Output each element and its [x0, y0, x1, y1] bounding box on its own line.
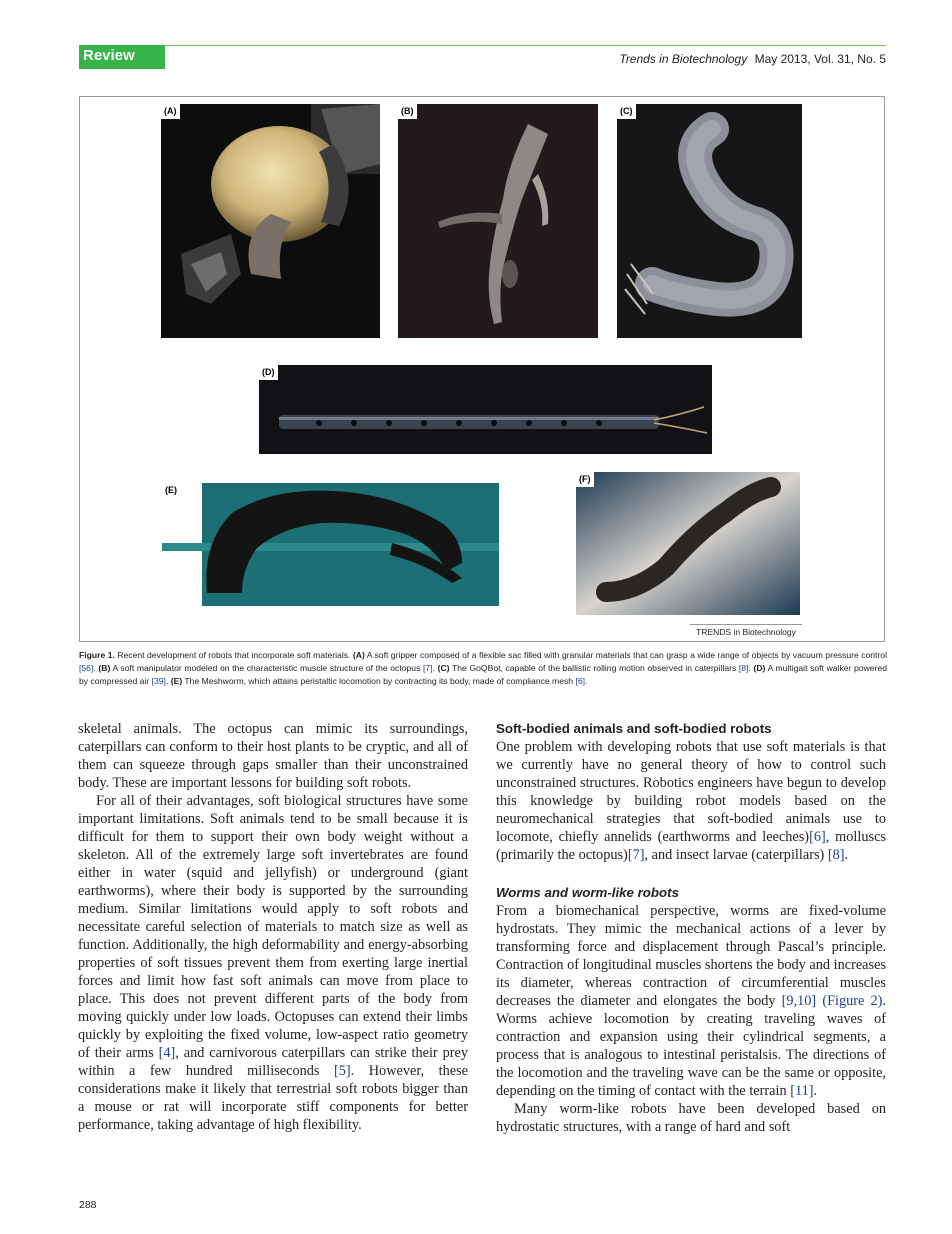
- text-run: From a biomechanical perspective, worms are fixed-volume hydrostats. They mimic the mechanical actions of a lever by transforming force and displacement through Pascal’s principle. Contraction of longitudinal muscles shortens the body and increases its diameter, whereas contraction of circumferential muscles decreases the diameter and elongates the body: [496, 903, 886, 1009]
- paragraph: skeletal animals. The octopus can mimic its surroundings, caterpillars can conform to their host plants to be cryptic, and all of them can squeeze through gaps smaller than their unconstrained body. These are important lessons for building soft robots.: [78, 721, 468, 791]
- running-head: [619, 52, 886, 66]
- subsection-heading: Worms and worm-like robots: [496, 885, 679, 900]
- caption-cite[interactable]: [56]: [79, 663, 94, 674]
- panel-label-f: (F): [576, 472, 594, 487]
- caption-c-text: The GoQBot, capable of the ballistic rolling motion observed in caterpillars: [449, 663, 739, 674]
- figure-panel-f: [576, 472, 800, 615]
- caption-a-label: (A): [352, 650, 365, 660]
- paragraph: [496, 902, 886, 1100]
- text-run: , and insect larvae (caterpillars): [644, 847, 828, 863]
- citation-link[interactable]: [4]: [158, 1045, 176, 1061]
- citation-link[interactable]: [6]: [809, 829, 826, 845]
- caption-d-text: A multigait soft walker powered by compressed air: [79, 663, 888, 687]
- paragraph: [78, 792, 468, 1134]
- panel-f-image: [576, 472, 800, 615]
- text-run: , molluscs (primarily the octopus): [496, 829, 886, 863]
- paragraph: [496, 738, 886, 864]
- page-number: 288: [79, 1199, 97, 1211]
- header-rule: [79, 45, 886, 46]
- caption-lead: Figure 1.: [79, 650, 115, 660]
- caption-cite[interactable]: [8]: [738, 663, 749, 674]
- panel-c-image: [617, 104, 802, 338]
- panel-label-a: (A): [161, 104, 180, 119]
- panel-label-b: (B): [398, 104, 417, 119]
- left-column: [78, 720, 468, 1134]
- journal-name: Trends in Biotechnology: [619, 52, 748, 66]
- text-run: .: [813, 1083, 818, 1099]
- panel-a-image: [161, 104, 380, 338]
- panel-label-e: (E): [162, 483, 180, 498]
- figure-panel-c: [617, 104, 802, 338]
- citation-link[interactable]: [9,10]: [781, 993, 817, 1009]
- section-tab: Review: [79, 45, 165, 69]
- text-run: For all of their advantages, soft biological structures have some important limitations. Soft animals tend to be small because it is difficult for them to support their own body weight without a skeleton. All of the extremely large soft invertebrates are found either in water (squid and jellyfish) or underground (giant earthworms), where their body is supported by the surrounding medium. Similar limitations would apply to soft robots and necessitate careful selection of materials to match size as well as function. Additionally, the high deformability and energy-absorbing properties of soft tissues prevent them from exerting large inertial forces and limit how fast soft animals can move from place to place. This does not prevent different parts of the body from moving quickly under low loads. Octopuses can extend their limbs quickly by exploiting the fixed volume, low-aspect ratio geometry of their arms: [78, 793, 468, 1061]
- panel-label-d: (D): [259, 365, 278, 380]
- text-run: One problem with developing robots that use soft materials is that we currently have no general theory of how to control such unconstrained structures. Robotics engineers have begun to develop this knowledge by building robot models based on the neuromechanical strategies that soft-bodied animals use to locomote, chiefly annelids (earthworms and leeches): [496, 739, 886, 845]
- figure-caption: Figure 1. Recent development of robots that incorporate soft materials. (A) A soft gripper composed of a flexible sac filled with granular materials that can grasp a wide range of objects by vacuum pressure control [56]. (B) A soft manipulator modeled on the characteristic muscle structure of the octopus [7]. (C) The GoQBot, capable of the ballistic rolling motion observed in caterpillars [8]. (D) A multigait soft walker powered by compressed air [39]. (E) The Meshworm, which attains peristaltic locomotion by contracting its body, made of compliance mesh [6].: [79, 650, 888, 687]
- text-run: , and carnivorous caterpillars can strike their prey within a few hundred milliseconds: [78, 1045, 468, 1079]
- citation-link[interactable]: [5]: [333, 1063, 351, 1079]
- caption-intro: Recent development of robots that incorporate soft materials.: [114, 650, 353, 660]
- figure-panel-d: [259, 365, 712, 454]
- text-run: . However, these considerations make it likely that terrestrial soft robots bigger than a mouse or rat will incorporate stiff components for better performance, taking advantage of high flexibility.: [78, 1063, 469, 1133]
- issue-info: May 2013, Vol. 31, No. 5: [754, 52, 886, 66]
- text-run: . Worms achieve locomotion by creating traveling waves of contraction and expansion using their cylindrical segments, a process that is analogous to intestinal peristalsis. The directions of the locomotion and the traveling wave can be the same or opposite, depending on the timing of contact with the terrain: [496, 993, 886, 1099]
- panel-e-image: [162, 483, 499, 606]
- caption-cite[interactable]: [6]: [575, 676, 586, 687]
- caption-e-label: (E): [170, 676, 183, 687]
- section-heading: Soft-bodied animals and soft-bodied robots: [496, 721, 772, 736]
- figure-panel-a: [161, 104, 380, 338]
- figure-panel-b: [398, 104, 598, 338]
- text-run: .: [844, 847, 849, 863]
- caption-cite[interactable]: [7]: [423, 663, 433, 674]
- panel-label-c: (C): [617, 104, 636, 119]
- panel-b-image: [398, 104, 598, 338]
- paragraph: Many worm-like robots have been developed based on hydrostatic structures, with a range of hard and soft: [496, 1101, 886, 1135]
- citation-link[interactable]: [11]: [790, 1083, 814, 1099]
- caption-c-label: (C): [437, 663, 450, 674]
- right-column: [496, 720, 886, 1136]
- citation-link[interactable]: [7]: [627, 847, 645, 863]
- caption-a-text: A soft gripper composed of a flexible sac filled with granular materials that can grasp a wide range of objects by vacuum pressure control: [364, 650, 887, 660]
- citation-link[interactable]: [8]: [827, 847, 845, 863]
- figure-credit: TRENDS in Biotechnology: [690, 624, 802, 637]
- caption-b-label: (B): [98, 663, 111, 674]
- caption-d-label: (D): [753, 663, 766, 674]
- figure-reference-link[interactable]: (Figure 2): [822, 993, 883, 1009]
- caption-cite[interactable]: [39]: [151, 676, 166, 687]
- figure-panel-e: [162, 483, 499, 606]
- panel-d-image: [259, 365, 712, 454]
- caption-b-text: A soft manipulator modeled on the characteristic muscle structure of the octopus: [110, 663, 423, 674]
- caption-e-text: The Meshworm, which attains peristaltic locomotion by contracting its body, made of compliance mesh: [182, 676, 576, 687]
